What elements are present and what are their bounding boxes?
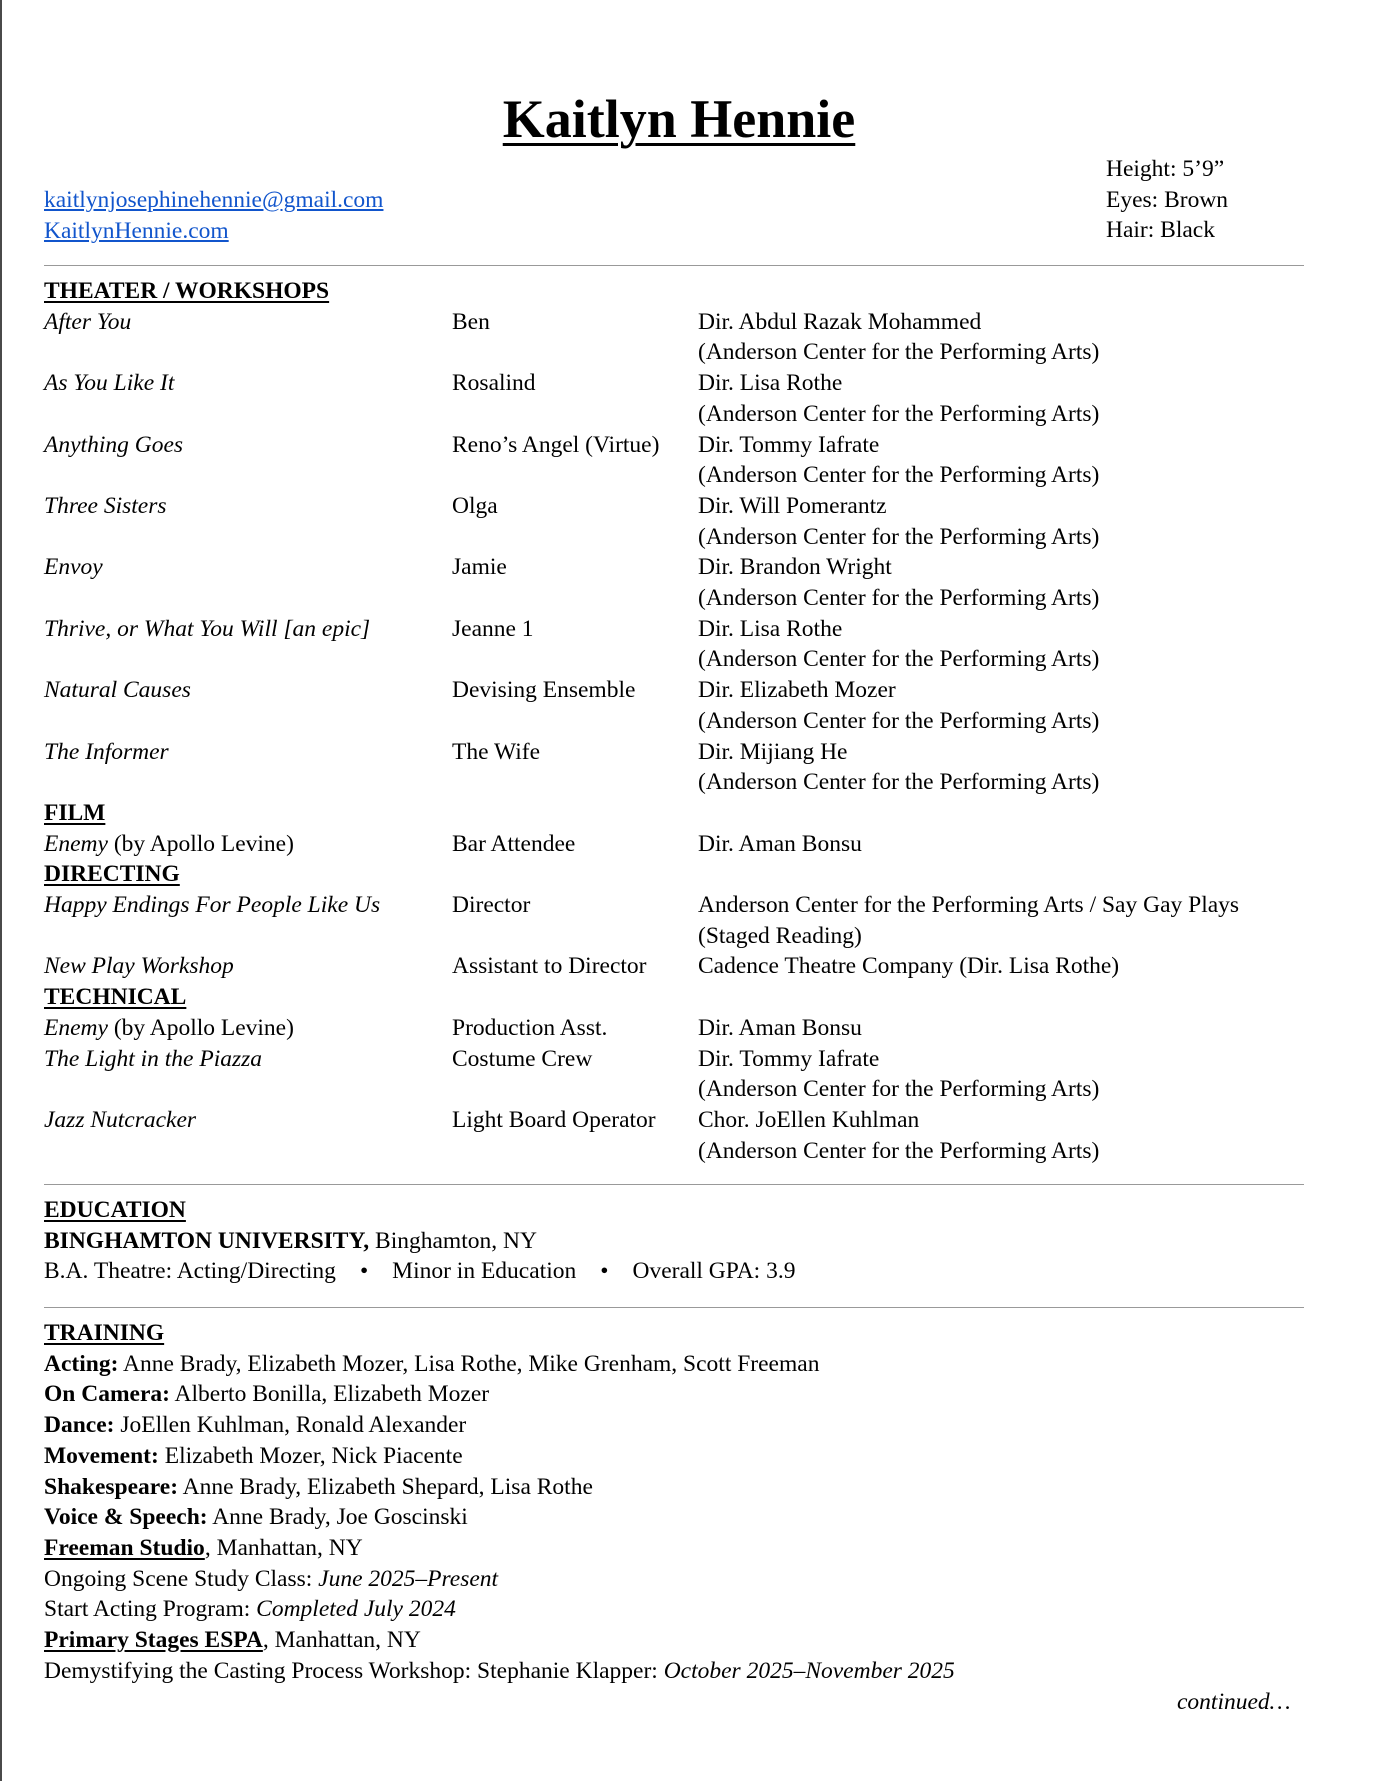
credit-row bbox=[44, 737, 1314, 798]
eyes-stat: Eyes: Brown bbox=[1106, 186, 1229, 213]
training-line: Primary Stages ESPA, Manhattan, NY bbox=[44, 1627, 421, 1654]
credit-row bbox=[44, 307, 1314, 368]
credit-row bbox=[44, 368, 1314, 429]
credit-role: Production Asst. bbox=[452, 1014, 608, 1041]
credit-director: Dir. Tommy Iafrate (Anderson Center for the Performing Arts) bbox=[698, 1045, 1100, 1103]
credit-director: Dir. Aman Bonsu bbox=[698, 1014, 862, 1041]
technical-heading: TECHNICAL bbox=[44, 984, 187, 1011]
credit-director: Dir. Mijiang He (Anderson Center for the Performing Arts) bbox=[698, 738, 1100, 796]
credits-section bbox=[44, 276, 1314, 1166]
credit-director: Dir. Lisa Rothe (Anderson Center for the Performing Arts) bbox=[698, 615, 1100, 673]
credit-role: Light Board Operator bbox=[452, 1106, 656, 1133]
credit-row bbox=[44, 829, 1314, 860]
credit-director: Dir. Brandon Wright (Anderson Center for the Performing Arts) bbox=[698, 554, 1100, 612]
credit-row bbox=[44, 1105, 1314, 1166]
divider bbox=[44, 265, 1304, 266]
credit-row bbox=[44, 1013, 1314, 1044]
education-section bbox=[44, 1195, 1314, 1287]
credit-director: Chor. JoEllen Kuhlman (Anderson Center for the Performing Arts) bbox=[698, 1106, 1100, 1164]
credit-director: Dir. Lisa Rothe (Anderson Center for the Performing Arts) bbox=[698, 370, 1100, 427]
contact-block bbox=[44, 185, 383, 246]
training-line: Freeman Studio, Manhattan, NY bbox=[44, 1534, 363, 1561]
credit-title: The Light in the Piazza bbox=[44, 1045, 263, 1072]
hair-stat: Hair: Black bbox=[1106, 217, 1215, 244]
training-line: Dance: JoEllen Kuhlman, Ronald Alexander bbox=[44, 1412, 467, 1439]
credit-role: Costume Crew bbox=[452, 1045, 593, 1072]
credit-director: Dir. Will Pomerantz (Anderson Center for the Performing Arts) bbox=[698, 492, 1100, 550]
height-stat: Height: 5’9” bbox=[1106, 156, 1225, 182]
credit-title: Anything Goes bbox=[44, 431, 184, 458]
credit-role: The Wife bbox=[452, 738, 541, 765]
credit-title: Natural Causes bbox=[44, 677, 191, 704]
training-line: Start Acting Program: Completed July 2024 bbox=[44, 1596, 456, 1623]
credit-director: Cadence Theatre Company (Dir. Lisa Rothe) bbox=[698, 953, 1120, 980]
continued-note: continued… bbox=[1177, 1689, 1291, 1715]
training-line: Voice & Speech: Anne Brady, Joe Goscinski bbox=[44, 1504, 468, 1531]
resume-name: Kaitlyn Hennie bbox=[502, 89, 856, 149]
credit-row bbox=[44, 890, 1314, 951]
credit-title: Envoy bbox=[44, 554, 103, 581]
credit-role: Ben bbox=[452, 308, 490, 335]
education-heading: EDUCATION bbox=[44, 1197, 186, 1223]
training-heading: TRAINING bbox=[44, 1320, 165, 1346]
credit-title: After You bbox=[44, 308, 132, 335]
credit-title: Jazz Nutcracker bbox=[44, 1106, 197, 1133]
credit-row bbox=[44, 614, 1314, 675]
training-line: Ongoing Scene Study Class: June 2025–Present bbox=[44, 1565, 499, 1592]
credit-director: Dir. Abdul Razak Mohammed (Anderson Center for the Performing Arts) bbox=[698, 308, 1100, 366]
directing-heading: DIRECTING bbox=[44, 861, 180, 888]
theater-heading: THEATER / WORKSHOPS bbox=[44, 278, 330, 304]
training-line: On Camera: Alberto Bonilla, Elizabeth Mozer bbox=[44, 1381, 490, 1408]
credit-role: Bar Attendee bbox=[452, 830, 576, 857]
credit-title: Thrive, or What You Will [an epic] bbox=[44, 615, 371, 642]
credit-title: Enemy (by Apollo Levine) bbox=[44, 830, 294, 857]
credit-role: Director bbox=[452, 892, 531, 919]
credit-title: Three Sisters bbox=[44, 492, 167, 519]
credit-director: Dir. Tommy Iafrate (Anderson Center for the Performing Arts) bbox=[698, 431, 1100, 489]
credit-director: Dir. Elizabeth Mozer (Anderson Center for the Performing Arts) bbox=[698, 677, 1100, 734]
credit-title: New Play Workshop bbox=[44, 953, 234, 980]
credit-role: Assistant to Director bbox=[452, 953, 647, 980]
credit-title: The Informer bbox=[44, 738, 169, 765]
training-line: Shakespeare: Anne Brady, Elizabeth Shepard, Lisa Rothe bbox=[44, 1473, 593, 1500]
credit-row bbox=[44, 491, 1314, 552]
credit-role: Reno’s Angel (Virtue) bbox=[452, 431, 660, 458]
credit-row bbox=[44, 675, 1314, 736]
credit-title: Enemy (by Apollo Levine) bbox=[44, 1014, 294, 1041]
training-line: Acting: Anne Brady, Elizabeth Mozer, Lisa Rothe, Mike Grenham, Scott Freeman bbox=[44, 1350, 820, 1377]
credit-row bbox=[44, 552, 1314, 613]
degree-line: B.A. Theatre: Acting/Directing • Minor in Education • Overall GPA: 3.9 bbox=[44, 1258, 796, 1285]
divider bbox=[44, 1307, 1304, 1308]
credit-title: As You Like It bbox=[44, 370, 175, 397]
credit-role: Jamie bbox=[452, 554, 507, 581]
training-line: Movement: Elizabeth Mozer, Nick Piacente bbox=[44, 1442, 463, 1469]
credit-row bbox=[44, 1044, 1314, 1105]
credit-row bbox=[44, 430, 1314, 491]
credit-director: Anderson Center for the Performing Arts / Say Gay Plays (Staged Reading) bbox=[698, 892, 1240, 949]
credit-role: Devising Ensemble bbox=[452, 677, 636, 704]
divider bbox=[44, 1184, 1304, 1185]
website-link[interactable]: KaitlynHennie.com bbox=[44, 217, 229, 244]
credit-role: Jeanne 1 bbox=[452, 615, 534, 642]
credit-row bbox=[44, 951, 1314, 982]
credit-role: Rosalind bbox=[452, 370, 536, 397]
credit-title: Happy Endings For People Like Us bbox=[44, 892, 381, 919]
credit-role: Olga bbox=[452, 492, 498, 519]
school-line: BINGHAMTON UNIVERSITY, Binghamton, NY bbox=[44, 1227, 537, 1254]
physical-stats bbox=[1106, 154, 1228, 246]
training-line: Demystifying the Casting Process Workshop: Stephanie Klapper: October 2025–November 2025 bbox=[44, 1657, 955, 1684]
training-section bbox=[44, 1318, 1314, 1686]
film-heading: FILM bbox=[44, 799, 106, 826]
email-link[interactable]: kaitlynjosephinehennie@gmail.com bbox=[44, 187, 384, 213]
credit-director: Dir. Aman Bonsu bbox=[698, 830, 862, 857]
